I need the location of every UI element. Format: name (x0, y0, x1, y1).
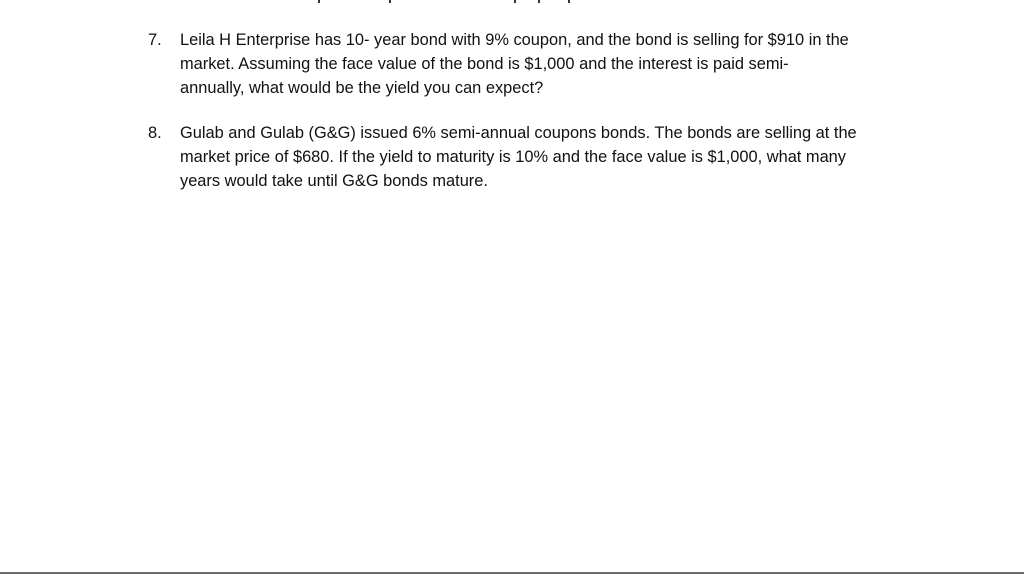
question-number: 8. (148, 124, 162, 142)
question-text (180, 28, 918, 100)
text-fragment-mark (568, 0, 570, 3)
question-text-line: market. Assuming the face value of the bond is $1,000 and the interest is paid semi- (180, 55, 789, 73)
question-text (180, 121, 918, 193)
question-7 (148, 28, 918, 100)
question-number: 7. (148, 31, 162, 49)
question-8 (148, 121, 918, 193)
text-fragment-mark (389, 0, 391, 3)
question-text-line: annually, what would be the yield you can expect? (180, 79, 544, 97)
cropped-text-fragments (0, 0, 1024, 6)
question-text-line: market price of $680. If the yield to maturity is 10% and the face value is $1,000, what many (180, 148, 846, 166)
question-text-line: years would take until G&G bonds mature. (180, 172, 488, 190)
text-fragment-mark (538, 0, 540, 3)
question-text-line: Leila H Enterprise has 10- year bond with 9% coupon, and the bond is selling for $910 in the (180, 31, 849, 49)
text-fragment-mark (514, 0, 516, 3)
text-fragment-mark (318, 0, 320, 3)
question-text-line: Gulab and Gulab (G&G) issued 6% semi-annual coupons bonds. The bonds are selling at the (180, 124, 857, 142)
